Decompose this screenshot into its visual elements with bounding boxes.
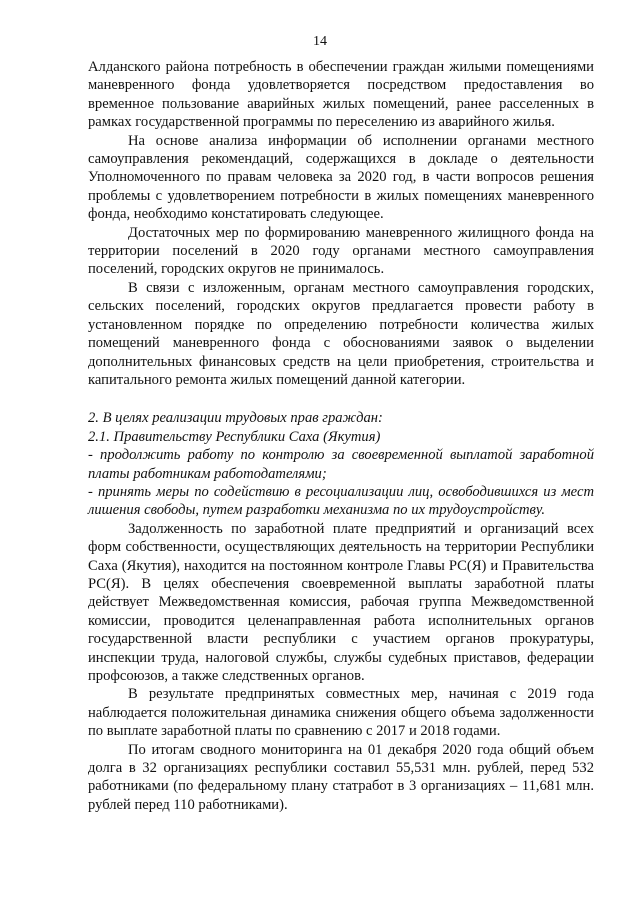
paragraph: Алданского района потребность в обеспечении граждан жилыми помещениями маневренного фонда удовлетворяется посредством предоставления во временное пользование аварийных жилых помещений, ранее расселенных в рамках государственной программы по переселению из аварийного жилья. <box>88 59 594 131</box>
paragraph: По итогам сводного мониторинга на 01 декабря 2020 года общий объем долга в 32 организациях республики составил 55,531 млн. рублей, перед 532 работниками (по федеральному плану статработ в 3 организациях – 11,681 млн. рублей перед 110 работниками). <box>88 741 594 813</box>
document-body <box>88 58 594 814</box>
paragraph: Достаточных мер по формированию маневренного жилищного фонда на территории поселений в 2020 году органами местного самоуправления поселений, городских округов не принималось. <box>88 224 594 278</box>
recommendation-subheading: 2.1. Правительству Республики Саха (Якутия) <box>88 428 381 445</box>
paragraph: Задолженность по заработной плате предприятий и организаций всех форм собственности, осуществляющих деятельность на территории Республики Саха (Якутия), находится на постоянном контроле Главы РС(Я) и Правительства РС(Я). В целях обеспечения своевременной выплаты заработной платы действует Межведомственная комиссия, рабочая группа Межведомственной комиссии, проводится целенаправленная работа исполнительных органов государственной власти республики с участием органов прокуратуры, инспекции труда, налоговой службы, службы судебных приставов, федерации профсоюзов, а также следственных органов. <box>88 520 594 684</box>
paragraph: В результате предпринятых совместных мер, начиная с 2019 года наблюдается положительная динамика снижения общего объема задолженности по выплате заработной платы по сравнению с 2017 и 2018 годами. <box>88 686 594 740</box>
section-gap <box>88 389 594 409</box>
recommendation-item: - продолжить работу по контролю за своевременной выплатой заработной платы работникам работодателями; <box>88 447 594 482</box>
recommendation-item: - принять меры по содействию в ресоциализации лиц, освободившихся из мест лишения свободы, путем разработки механизма по их трудоустройству. <box>88 483 594 519</box>
recommendation-heading: 2. В целях реализации трудовых прав граждан: <box>88 410 383 427</box>
page-number: 14 <box>313 34 327 49</box>
paragraph: В связи с изложенным, органам местного самоуправления городских, сельских поселений, городских округов предлагается провести работу в установленном порядке по определению потребности количества жилых помещений маневренного фонда с обоснованиями заявок о выделении дополнительных финансовых средств на цели приобретения, строительства и капитального ремонта жилых помещений данной категории. <box>88 279 594 388</box>
paragraph: На основе анализа информации об исполнении органами местного самоуправления рекомендаций, содержащихся в докладе о деятельности Уполномоченного по правам человека за 2020 год, в части вопросов решения проблемы с удовлетворением потребности в жилых помещениях маневренного фонда, необходимо констатировать следующее. <box>88 132 594 223</box>
